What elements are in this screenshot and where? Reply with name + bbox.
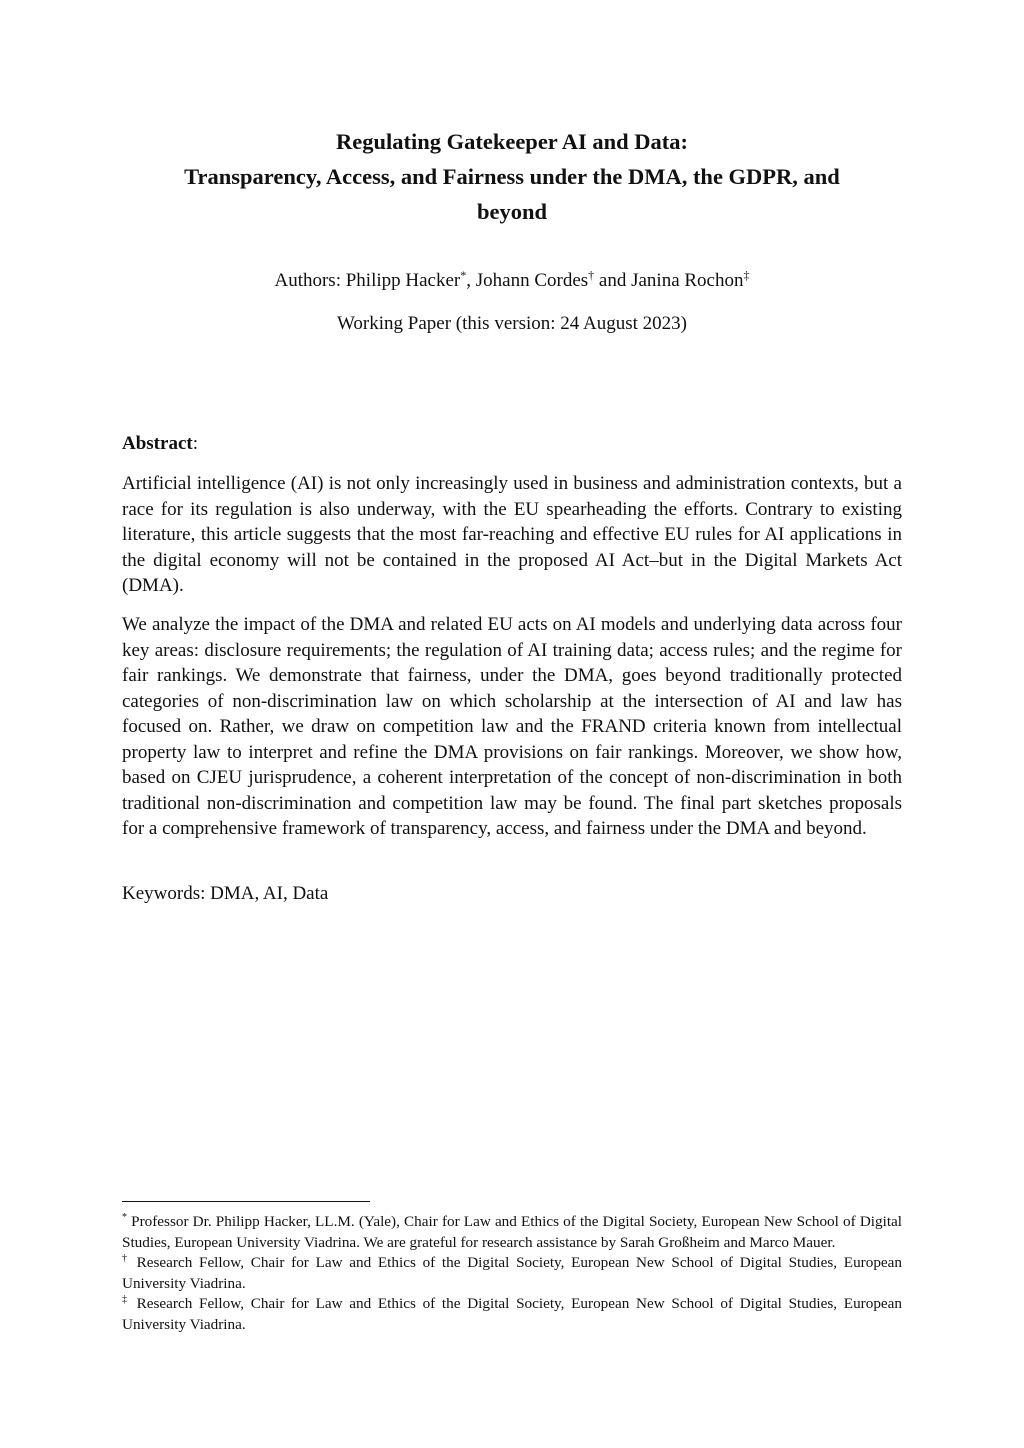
authors-prefix: Authors: xyxy=(274,270,346,291)
abstract-heading-colon: : xyxy=(192,433,198,454)
author-line xyxy=(122,268,902,294)
footnote-mark-1: * xyxy=(460,268,467,282)
author-name-3: Janina Rochon xyxy=(631,270,744,291)
footnote-1 xyxy=(122,1212,902,1253)
abstract-heading-label: Abstract xyxy=(122,433,193,454)
footnote-divider xyxy=(122,1201,370,1202)
paper-title xyxy=(122,124,902,229)
title-line-2: Transparency, Access, and Fairness under the DMA, the GDPR, and xyxy=(184,164,840,189)
footnote-1-text: Professor Dr. Philipp Hacker, LL.M. (Yale), Chair for Law and Ethics of the Digital Society, European New School of Digital Studies, European University Viadrina. We are grateful for research assistance by Sarah Großheim and Marco Mauer. xyxy=(122,1213,902,1251)
authors-separator-1: , xyxy=(466,270,476,291)
footnote-3-text: Research Fellow, Chair for Law and Ethics of the Digital Society, European New School of Digital Studies, European University Viadrina. xyxy=(122,1295,902,1333)
footnote-1-mark: * xyxy=(122,1212,127,1223)
footnote-2-mark: † xyxy=(122,1253,130,1264)
abstract-heading xyxy=(122,431,198,457)
footnote-2 xyxy=(122,1253,902,1294)
title-line-1: Regulating Gatekeeper AI and Data: xyxy=(335,129,689,154)
author-name-1: Philipp Hacker xyxy=(345,270,461,291)
author-name-2: Johann Cordes xyxy=(475,270,589,291)
title-line-3: beyond xyxy=(476,199,548,224)
authors-separator-2: and xyxy=(594,270,632,291)
footnotes xyxy=(122,1212,902,1335)
abstract-paragraph-2: We analyze the impact of the DMA and related EU acts on AI models and underlying data across four key areas: disclosure requirements; the regulation of AI training data; access rules; and the regime for fair rankings. We demonstrate that fairness, under the DMA, goes beyond traditionally protected categories of non-discrimination law on which scholarship at the intersection of AI and law has focused on. Rather, we draw on competition law and the FRAND criteria known from intellectual property law to interpret and refine the DMA provisions on fair rankings. Moreover, we show how, based on CJEU jurisprudence, a coherent interpretation of the concept of non-discrimination in both traditional non-discrimination and competition law may be found. The final part sketches proposals for a comprehensive framework of transparency, access, and fairness under the DMA and beyond. xyxy=(122,614,902,839)
footnote-mark-3: ‡ xyxy=(743,268,750,282)
working-paper-version: Working Paper (this version: 24 August 2023) xyxy=(337,313,687,334)
abstract-paragraph-1: Artificial intelligence (AI) is not only increasingly used in business and administration contexts, but a race for its regulation is also underway, with the EU spearheading the efforts. Contrary to existing literature, this article suggests that the most far-reaching and effective EU rules for AI applications in the digital economy will not be contained in the proposed AI Act–but in the Digital Markets Act (DMA). xyxy=(122,473,902,596)
keywords: Keywords: DMA, AI, Data xyxy=(122,883,329,904)
footnote-2-text: Research Fellow, Chair for Law and Ethics of the Digital Society, European New School of Digital Studies, European University Viadrina. xyxy=(122,1254,902,1292)
footnote-3 xyxy=(122,1294,902,1335)
footnote-mark-2: † xyxy=(588,268,595,282)
footnote-3-mark: ‡ xyxy=(122,1294,130,1305)
